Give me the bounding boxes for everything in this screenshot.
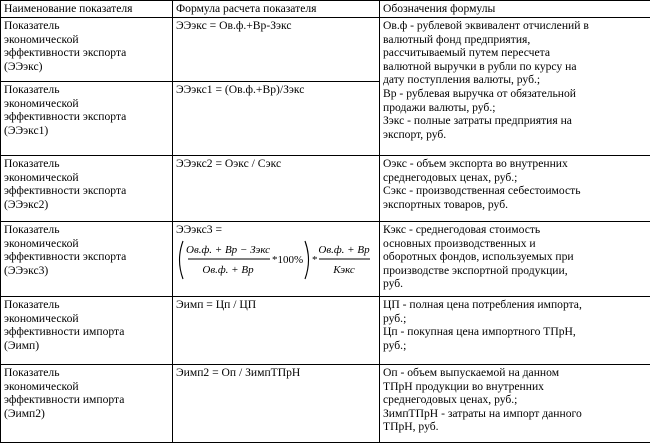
formula-notes: Кэкс - среднегодовая стоимость основных производственных и оборотных фондов, используемых при производстве экспортной продукции, руб. [383,223,647,291]
table-row [1,222,650,297]
indicator-formula: ЭЭэкс2 = Оэкс / Сэкс [176,157,376,171]
formula-notes: Оэкс - объем экспорта во внутренних среднегодовых ценах, руб.; Сэкс - производственная себестоимость экспортных товаров, руб. [383,157,647,211]
table-row [1,156,650,222]
indicator-name: Показатель экономической эффективности импорта (Эимп) [4,298,169,352]
fraction1-denominator: Ов.ф. + Вр [202,264,254,276]
formula-notes: ЦП - полная цена потребления импорта, руб.; Цп - покупная цена импортного ТПрН, руб.; [383,298,647,352]
fraction2-numerator: Ов.ф. + Вр [318,244,370,256]
fraction2-denominator: Кэкс [332,264,355,276]
fraction1-numerator: Ов.ф. + Вр − Зэкс [186,244,270,256]
indicator-name: Показатель экономической эффективности экспорта (ЭЭэкс) [4,19,169,73]
formula-notes: Ов.ф - рублевой эквивалент отчислений в валютный фонд предприятия, рассчитываемый путем пересчета валютной выручки в рубли по курсу на дату поступления валюты, руб.; Вр - рублевая выручка от обязательной продажи валюты, руб.; Зэкс - полные затраты предприятия на экспорт, руб. [383,19,647,141]
header-row [1,1,650,18]
indicator-name: Показатель экономической эффективности импорта (Эимп2) [4,366,169,420]
header-notes: Обозначения формулы [380,1,650,18]
header-formula: Формула расчета показателя [173,1,380,18]
formula-notes: Оп - объем выпускаемой на данном ТПрН продукции во внутренних среднегодовых ценах, руб.; ЗимпТПрН - затраты на импорт данного ТПрН, руб. [383,366,647,434]
right-paren-shape [305,241,309,279]
table-row [1,365,650,443]
header-name: Наименование показателя [1,1,173,18]
table-row [1,18,650,82]
indicator-formula: ЭЭэкс = Ов.ф.+Вр-Зэкс [176,19,376,33]
indicator-name: Показатель экономической эффективности экспорта (ЭЭэкс1) [4,83,169,137]
multiply-sign: * [312,254,318,266]
indicator-name: Показатель экономической эффективности экспорта (ЭЭэкс2) [4,157,169,211]
left-paren-shape [180,241,184,279]
indicator-formula: Эимп2 = Оп / ЗимпТПрН [176,366,376,380]
indicator-formula: Эимп = Цп / ЦП [176,298,376,312]
indicator-formula-label: ЭЭэкс3 = [176,223,376,237]
table-row [1,297,650,365]
indicator-name: Показатель экономической эффективности экспорта (ЭЭэкс3) [4,223,169,277]
indicator-formula: ЭЭэкс1 = (Ов.ф.+Вр)/Зэкс [176,83,376,97]
percent-factor: *100% [272,254,303,266]
fraction-formula [176,238,376,282]
